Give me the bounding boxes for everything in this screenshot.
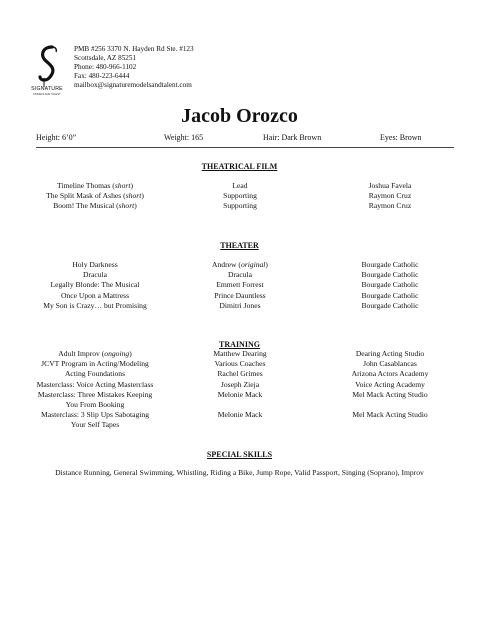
credit-row	[0, 301, 479, 311]
credit-title-text: Dracula	[82, 270, 108, 280]
credit-title-note: short	[125, 191, 142, 201]
credit-venue	[300, 380, 479, 390]
credit-row	[0, 390, 479, 400]
credit-title-text: Boom! The Musical	[53, 201, 115, 211]
credit-venue	[300, 201, 479, 211]
credit-role	[160, 201, 320, 211]
credit-venue-text: Mel Mack Acting Studio	[352, 389, 428, 399]
credit-venue-text: Voice Acting Academy	[355, 379, 425, 389]
credit-venue-text: Bourgade Catholic	[361, 300, 419, 310]
credit-title: Adult Improv (ongoing)	[58, 349, 132, 358]
credit-role-text: Supporting	[223, 201, 257, 211]
credit-title-text: JCVT Program in Acting/Modeling	[41, 359, 149, 369]
credit-venue	[300, 301, 479, 311]
credit-venue-text: Joshua Favela	[368, 181, 412, 190]
signature-s-logo-icon	[30, 44, 66, 88]
credit-title-text: Adult Improv	[58, 349, 100, 358]
credit-title-text: Holy Darkness	[72, 260, 118, 269]
credit-row	[0, 369, 479, 379]
credit-row	[0, 201, 479, 211]
credit-venue	[300, 349, 479, 359]
credit-row	[0, 349, 479, 359]
credit-title-text: Legally Blonde: The Musical	[50, 280, 140, 290]
header-divider	[36, 147, 454, 148]
credit-title-text: Once Upon a Mattress	[60, 290, 130, 300]
credit-title: The Split Mask of Ashes (short)	[46, 191, 144, 201]
heading-training: TRAINING	[219, 340, 260, 349]
credit-role-text: Joseph Zieja	[220, 379, 260, 389]
credit-venue-text: Bourgade Catholic	[361, 280, 419, 290]
credit-role	[160, 369, 320, 379]
credit-title-text: Timeline Thomas	[57, 181, 111, 190]
credit-title-note: ongoing	[104, 349, 130, 358]
credit-role	[160, 291, 320, 301]
actor-name: Jacob Orozco	[181, 105, 298, 127]
credit-venue-text: Raymon Cruz	[368, 201, 412, 211]
credit-venue	[300, 359, 479, 369]
credit-role: Andrew (original)	[212, 260, 268, 269]
stat-weight: Weight: 165	[164, 133, 204, 142]
heading-theatrical-film: THEATRICAL FILM	[201, 162, 278, 171]
credit-role	[160, 349, 320, 359]
agency-phone: Phone: 480-966-1102	[74, 63, 137, 72]
credit-role	[160, 191, 320, 201]
credit-venue-text: Dearing Acting Studio	[355, 349, 425, 358]
agency-address-line2: Scottsdale, AZ 85251	[74, 54, 137, 63]
credit-venue	[300, 191, 479, 201]
credit-title	[0, 400, 190, 410]
credit-venue	[300, 280, 479, 290]
credit-role-text: Supporting	[223, 191, 257, 201]
credit-title-text: You From Booking	[65, 400, 125, 409]
credit-role	[160, 270, 320, 280]
credit-venue-text: Bourgade Catholic	[361, 260, 419, 269]
credit-title-text: Acting Foundations	[64, 369, 126, 379]
credit-row	[0, 270, 479, 280]
credit-row	[0, 291, 479, 301]
credit-row	[0, 359, 479, 369]
heading-theater: THEATER	[220, 241, 259, 250]
credit-title-text: Masterclass: 3 Slip Ups Sabotaging	[41, 410, 149, 420]
credit-row	[0, 280, 479, 290]
credit-role	[160, 390, 320, 400]
credit-venue	[300, 369, 479, 379]
credit-venue-text: Arizona Actors Academy	[351, 369, 429, 379]
credit-title-text: Masterclass: Voice Acting Masterclass	[36, 379, 154, 389]
credit-role	[160, 359, 320, 369]
credit-title-text: Your Self Tapes	[70, 420, 120, 430]
credit-role-text: Emmett Forrest	[216, 280, 264, 290]
credit-row	[0, 420, 479, 430]
credit-title-text: My Son is Crazy… but Promising	[43, 300, 147, 310]
credit-role-text: Lead	[232, 181, 248, 190]
credit-row	[0, 400, 479, 410]
credit-venue	[300, 390, 479, 400]
credit-title-text: Masterclass: Three Mistakes Keeping	[37, 389, 153, 399]
agency-address-line1: PMB #256 3370 N. Hayden Rd Ste. #123	[74, 45, 194, 53]
credit-role	[160, 280, 320, 290]
credit-venue	[300, 181, 479, 191]
credit-role-text: Andrew	[212, 260, 237, 269]
credit-row	[0, 260, 479, 270]
credit-role-text: Dracula	[227, 270, 253, 280]
stat-height: Height: 6’0”	[36, 133, 77, 142]
credit-venue	[300, 291, 479, 301]
credit-role-text: Melonie Mack	[217, 410, 263, 420]
agency-contact	[74, 45, 194, 90]
credit-venue-text: Bourgade Catholic	[361, 270, 419, 280]
credit-row	[0, 181, 479, 191]
credit-title: Timeline Thomas (short)	[57, 181, 133, 190]
heading-special-skills: SPECIAL SKILLS	[206, 450, 273, 459]
credit-role-text: Melonie Mack	[217, 389, 263, 399]
credit-venue	[300, 270, 479, 280]
credit-role-note: original	[240, 260, 266, 269]
credit-title	[0, 420, 190, 430]
credit-role-text: Matthew Dearing	[213, 349, 267, 358]
credit-venue-text: Mel Mack Acting Studio	[352, 410, 428, 420]
credit-row	[0, 380, 479, 390]
credit-venue	[300, 410, 479, 420]
credit-venue-text: Raymon Cruz	[368, 191, 412, 201]
logo-wordmark: SIGNATURE	[31, 86, 63, 92]
credit-role-text: Various Coaches	[214, 359, 266, 369]
logo-subtitle: MODELS AND TALENT	[33, 93, 61, 96]
credit-title: Boom! The Musical (short)	[53, 201, 137, 211]
stat-eyes: Eyes: Brown	[380, 133, 422, 142]
stat-hair: Hair: Dark Brown	[263, 133, 322, 142]
agency-email[interactable]: mailbox@signaturemodelsandtalent.com	[74, 81, 192, 90]
credit-row	[0, 191, 479, 201]
credit-role	[160, 410, 320, 420]
credit-role	[160, 301, 320, 311]
credit-title-note: short	[114, 181, 131, 190]
credit-venue	[300, 260, 479, 270]
agency-fax: Fax: 480-223-6444	[74, 72, 130, 81]
credit-role-text: Dimitri Jones	[219, 300, 261, 310]
credit-title-text: The Split Mask of Ashes	[46, 191, 122, 201]
credit-venue-text: Bourgade Catholic	[361, 290, 419, 300]
credit-title-note: short	[118, 201, 135, 211]
credit-venue-text: John Casablancas	[363, 359, 417, 369]
credit-role	[160, 380, 320, 390]
credit-role	[160, 181, 320, 191]
credit-row	[0, 410, 479, 420]
credit-role-text: Rachel Grimes	[217, 369, 263, 379]
credit-role-text: Prince Dauntless	[214, 290, 266, 300]
special-skills-text: Distance Running, General Swimming, Whistling, Riding a Bike, Jump Rope, Valid Passport, Singing (Soprano), Improv	[55, 468, 424, 477]
